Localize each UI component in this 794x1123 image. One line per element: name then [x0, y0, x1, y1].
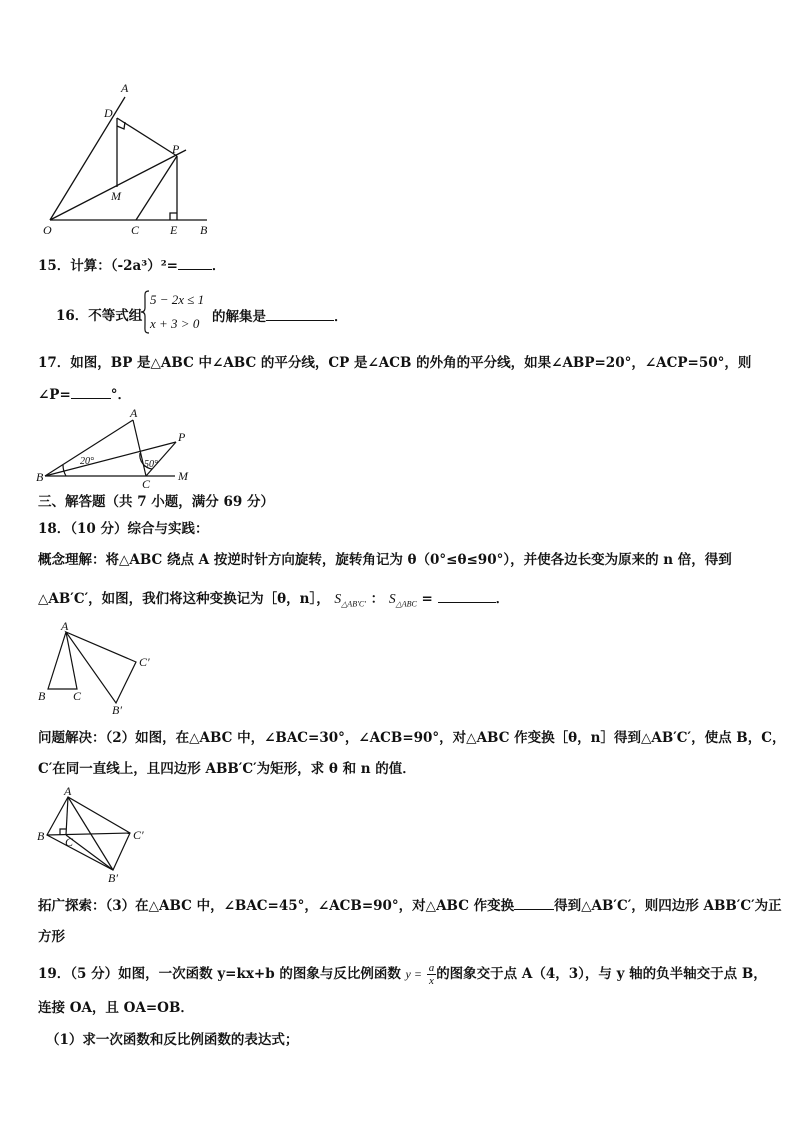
- q18-p2-prefix: △AB′C′，如图，我们将这种变换记为［θ，n］，: [38, 591, 330, 607]
- q19-p1-prefix: 19．（5 分）如图，一次函数 y=kx+b 的图象与反比例函数: [38, 966, 401, 982]
- q18-p6: 方形: [38, 929, 65, 945]
- fig1-label-B2: B′: [112, 703, 122, 717]
- q19-p2: 连接 OA，且 OA=OB．: [38, 1000, 194, 1016]
- q19-p3: （1）求一次函数和反比例函数的表达式；: [46, 1032, 299, 1048]
- q19-fraction: [427, 962, 437, 987]
- fig1-label-B: B: [38, 689, 46, 703]
- line-OP: [50, 150, 186, 220]
- q17-label-P: P: [178, 430, 186, 444]
- q17-figure: [0, 405, 794, 490]
- label-B: B: [200, 223, 208, 237]
- question-15: [38, 256, 225, 275]
- q16-eq2: x + 3 > 0: [150, 316, 200, 331]
- line-DP: [117, 118, 177, 156]
- q18-p5-prefix: 拓广探索：（3）在△ABC 中，∠BAC=45°，∠ACB=90°，对△ABC 作变换: [38, 898, 515, 914]
- fig2-label-B2: B′: [108, 871, 118, 885]
- q17-angle-20: 20°: [80, 456, 94, 467]
- q18-p5: [38, 896, 782, 915]
- q19-func-num: a: [428, 962, 435, 974]
- q16-tail: [212, 307, 348, 326]
- q18-p2: [38, 589, 509, 614]
- q18-s2-sub: △ABC: [395, 599, 417, 609]
- q18-figure-2: [0, 783, 794, 888]
- fig1-label-C: C: [73, 689, 82, 703]
- q17-answer-blank[interactable]: [71, 385, 111, 399]
- q18-p5-suffix: 得到△AB′C′，则四边形 ABB′C′为正: [554, 898, 782, 914]
- label-A: A: [121, 81, 129, 95]
- q18-p4: C′在同一直线上，且四边形 ABB′C′为矩形，求 θ 和 n 的值．: [38, 761, 416, 777]
- q15-text: 15．计算：（-2a³）²=: [38, 258, 178, 274]
- q17-label-M: M: [178, 469, 188, 483]
- label-C: C: [131, 223, 140, 237]
- q18-end: ．: [495, 591, 510, 607]
- q16-end: ．: [334, 309, 348, 325]
- q16-eq1: 5 − 2x ≤ 1: [150, 292, 205, 307]
- q17-label-A: A: [130, 406, 138, 420]
- q16-answer-blank[interactable]: [266, 307, 334, 321]
- q18-title: 18．（10 分）综合与实践：: [38, 521, 209, 537]
- q19-p1-suffix: 的图象交于点 A（4，3），与 y 轴的负半轴交于点 B，: [436, 966, 767, 982]
- q19-func-den: x: [428, 975, 434, 987]
- q18-answer-blank-1[interactable]: [438, 589, 496, 603]
- question-16: [56, 307, 142, 325]
- fig2-label-B: B: [37, 829, 45, 843]
- q18-answer-blank-3[interactable]: [514, 896, 554, 910]
- right-angle-mark-E: [170, 213, 177, 220]
- q18-s1-sub: △AB′C′: [341, 599, 366, 609]
- q17-label-C: C: [142, 477, 151, 491]
- q16-prefix: 16．不等式组: [56, 308, 143, 324]
- fig2-label-A: A: [64, 784, 72, 798]
- q18-eq: =: [421, 591, 433, 607]
- section-3-heading: 三、解答题（共 7 小题，满分 69 分）: [38, 494, 274, 510]
- q18-s1: S: [334, 591, 342, 606]
- q15-answer-blank[interactable]: [178, 256, 212, 270]
- label-M: M: [111, 189, 121, 203]
- fig2-label-C: C: [65, 835, 74, 849]
- q16-suffix: 的解集是: [212, 309, 266, 325]
- q17-line2: [38, 385, 131, 404]
- q19-p1: [38, 962, 767, 987]
- fig1-label-C2: C′: [139, 655, 150, 669]
- q15-end: ．: [211, 258, 226, 274]
- q18-p1: 概念理解：将△ABC 绕点 A 按逆时针方向旋转，旋转角记为 θ（0°≤θ≤90°），并使各边长变为原来的 n 倍，得到: [38, 552, 732, 568]
- q17-label-B: B: [36, 470, 44, 484]
- q17-angle-50: 50°: [144, 459, 158, 470]
- q18-p3: 问题解决：（2）如图，在△ABC 中，∠BAC=30°，∠ACB=90°，对△ABC 作变换［θ，n］得到△AB′C′，使点 B，C，: [38, 730, 786, 746]
- fig2-label-C2: C′: [133, 828, 144, 842]
- fig1-label-A: A: [61, 619, 69, 633]
- label-O: O: [43, 223, 52, 237]
- q17-line2-prefix: ∠P=: [38, 387, 71, 403]
- label-P: P: [172, 142, 180, 156]
- label-D: D: [104, 106, 113, 120]
- q18-s2: S: [388, 591, 396, 606]
- q18-figure-1: [0, 620, 794, 715]
- q19-func-lhs: y =: [405, 967, 422, 981]
- label-E: E: [170, 223, 178, 237]
- q17-line1: 17．如图，BP 是△ABC 中∠ABC 的平分线，CP 是∠ACB 的外角的平分线，如果∠ABP=20°，∠ACP=50°，则: [38, 355, 752, 371]
- q17-line2-suffix: °．: [110, 387, 132, 403]
- geometry-figure-top: [0, 0, 794, 240]
- q18-colon: ：: [370, 591, 385, 607]
- system-brace: [140, 290, 150, 334]
